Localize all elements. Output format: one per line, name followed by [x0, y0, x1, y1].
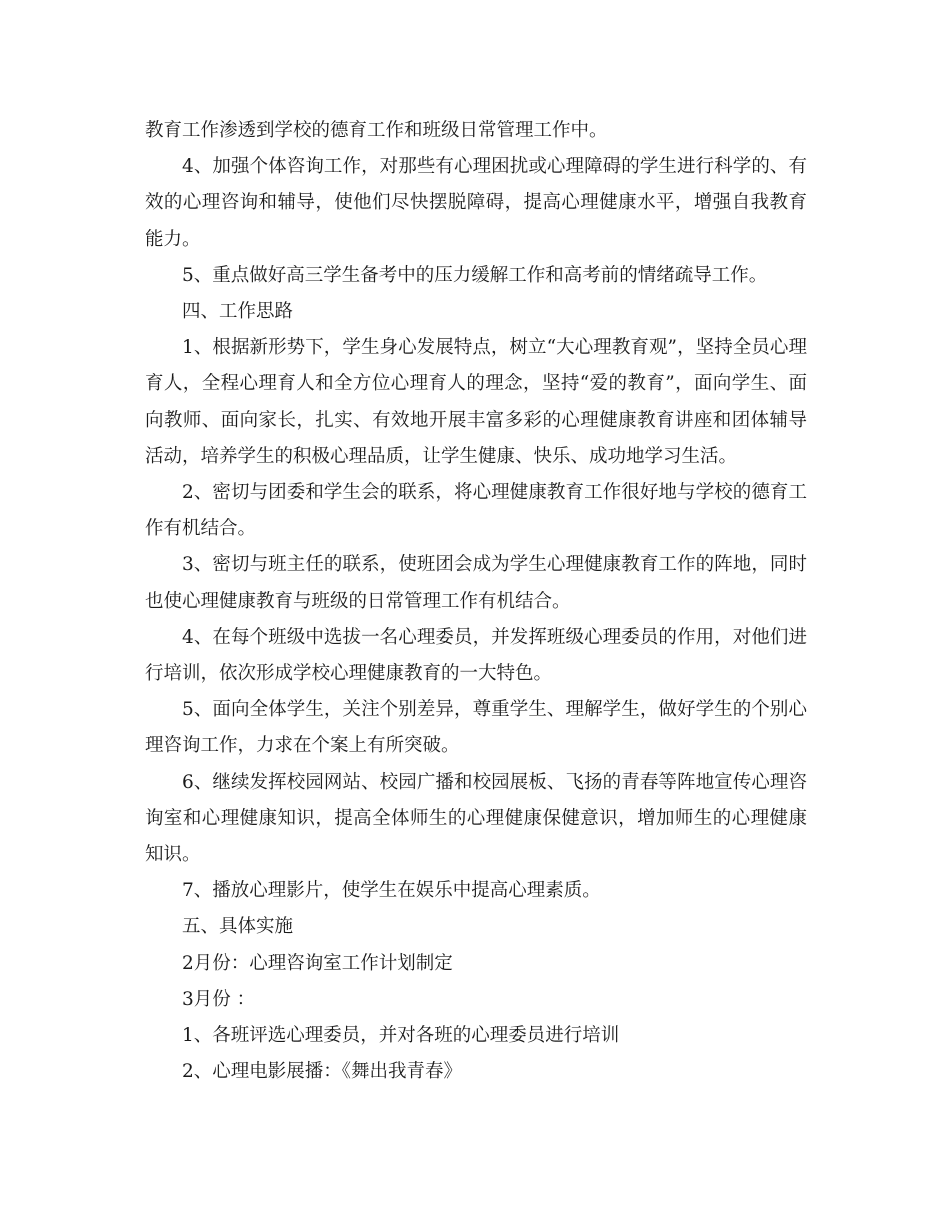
paragraph: 3、密切与班主任的联系，使班团会成为学生心理健康教育工作的阵地，同时也使心理健康教育与班级的日常管理工作有机结合。: [145, 554, 807, 612]
paragraph: 2、心理电影展播：《舞出我青春》: [182, 1061, 463, 1083]
paragraph: 5、面向全体学生，关注个别差异，尊重学生、理解学生，做好学生的个别心理咨询工作，力求在个案上有所突破。: [145, 699, 807, 757]
paragraph: 2月份：心理咨询室工作计划制定: [182, 952, 453, 974]
paragraph: 2、密切与团委和学生会的联系，将心理健康教育工作很好地与学校的德育工作有机结合。: [145, 482, 807, 540]
paragraph: 1、根据新形势下，学生身心发展特点，树立“大心理教育观”，坚持全员心理育人，全程心理育人和全方位心理育人的理念，坚持“爱的教育”，面向学生、面向教师、面向家长，扎实、有效地开展丰富多彩的心理健康教育讲座和团体辅导活动，培养学生的积极心理品质，让学生健康、快乐、成功地学习生活。: [145, 337, 807, 467]
paragraph: 1、各班评选心理委员，并对各班的心理委员进行培训: [182, 1025, 620, 1047]
section-heading: 五、具体实施: [182, 916, 294, 938]
paragraph: 4、加强个体咨询工作，对那些有心理困扰或心理障碍的学生进行科学的、有效的心理咨询和辅导，使他们尽快摆脱障碍，提高心理健康水平，增强自我教育能力。: [145, 156, 807, 250]
paragraph: 4、在每个班级中选拔一名心理委员，并发挥班级心理委员的作用，对他们进行培训，依次形成学校心理健康教育的一大特色。: [145, 626, 807, 685]
document-body: [145, 113, 807, 1090]
paragraph: 5、重点做好高三学生备考中的压力缓解工作和高考前的情绪疏导工作。: [182, 264, 768, 286]
paragraph: 6、继续发挥校园网站、校园广播和校园展板、飞扬的青春等阵地宣传心理咨询室和心理健康知识，提高全体师生的心理健康保健意识，增加师生的心理健康知识。: [145, 771, 807, 866]
section-heading: 四、工作思路: [182, 301, 294, 323]
paragraph: 教育工作渗透到学校的德育工作和班级日常管理工作中。: [145, 120, 608, 141]
paragraph: 7、播放心理影片，使学生在娱乐中提高心理素质。: [182, 880, 601, 902]
paragraph: 3月份 ：: [182, 988, 256, 1010]
